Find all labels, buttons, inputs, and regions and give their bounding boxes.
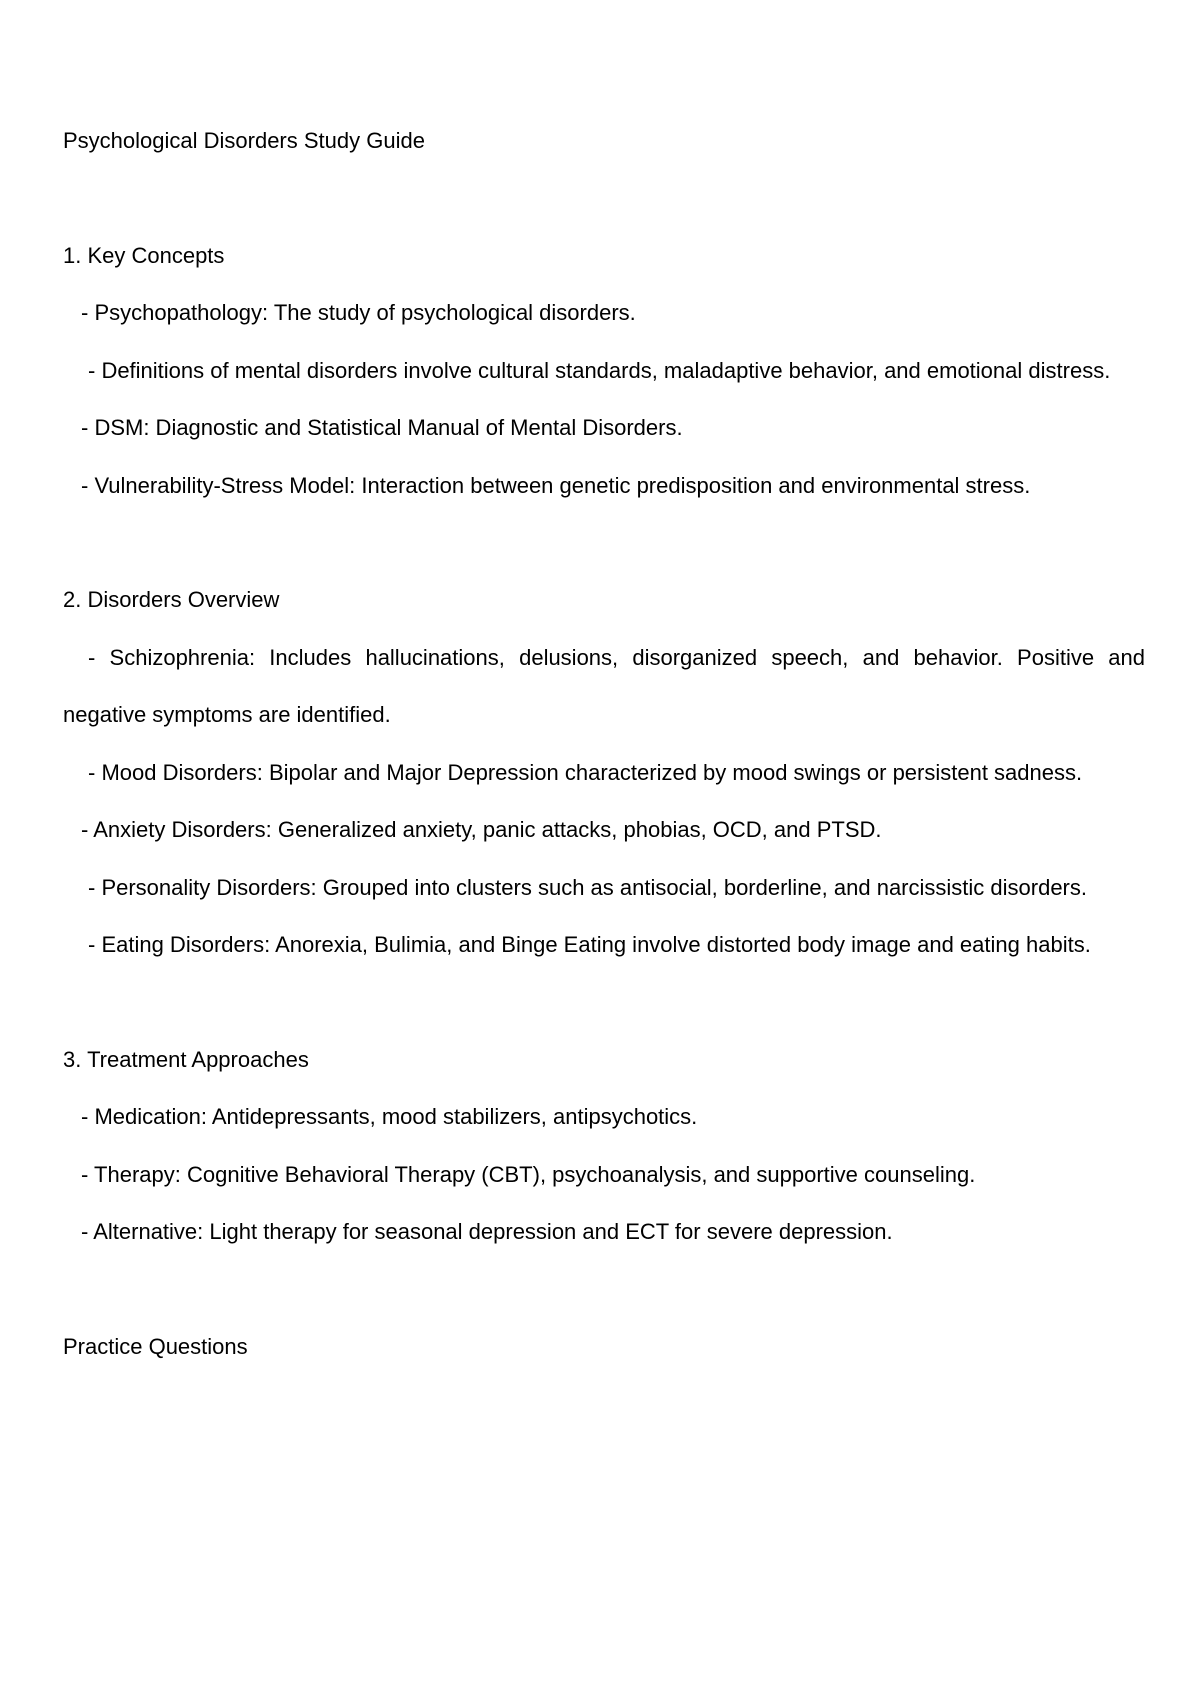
section-heading: 1. Key Concepts: [63, 242, 225, 268]
spacer: [63, 1261, 1145, 1318]
list-item: - Mood Disorders: Bipolar and Major Depression characterized by mood swings or persistent sadness.: [88, 759, 1083, 785]
practice-questions-heading: Practice Questions: [63, 1333, 248, 1359]
list-item: - Psychopathology: The study of psychological disorders.: [81, 300, 636, 325]
list-item: - Medication: Antidepressants, mood stabilizers, antipsychotics.: [81, 1104, 698, 1129]
list-item: - Vulnerability-Stress Model: Interaction between genetic predisposition and environmental stress.: [81, 472, 1031, 498]
list-item: - Anxiety Disorders: Generalized anxiety, panic attacks, phobias, OCD, and PTSD.: [81, 817, 882, 842]
spacer: [63, 170, 1145, 227]
spacer: [63, 514, 1145, 571]
list-item: - Eating Disorders: Anorexia, Bulimia, and Binge Eating involve distorted body image and eating habits.: [88, 932, 1091, 957]
section-key-concepts: [63, 227, 1145, 515]
document-page: [63, 112, 1145, 1375]
section-heading: 3. Treatment Approaches: [63, 1046, 309, 1072]
section-treatment-approaches: [63, 1031, 1145, 1261]
section-disorders-overview: [63, 571, 1145, 974]
list-item: - Therapy: Cognitive Behavioral Therapy (CBT), psychoanalysis, and supportive counseling.: [81, 1161, 976, 1187]
document-title: Psychological Disorders Study Guide: [63, 128, 425, 153]
section-heading: 2. Disorders Overview: [63, 587, 280, 612]
list-item: - Schizophrenia: Includes hallucinations, delusions, disorganized speech, and behavior. Positive and negative symptoms are identified.: [63, 644, 1145, 727]
list-item: - Personality Disorders: Grouped into clusters such as antisocial, borderline, and narcissistic disorders.: [88, 874, 1087, 900]
list-item: - Definitions of mental disorders involve cultural standards, maladaptive behavior, and emotional distress.: [88, 357, 1111, 383]
list-item: - DSM: Diagnostic and Statistical Manual of Mental Disorders.: [81, 415, 683, 440]
list-item: - Alternative: Light therapy for seasonal depression and ECT for severe depression.: [81, 1219, 893, 1244]
spacer: [63, 974, 1145, 1031]
